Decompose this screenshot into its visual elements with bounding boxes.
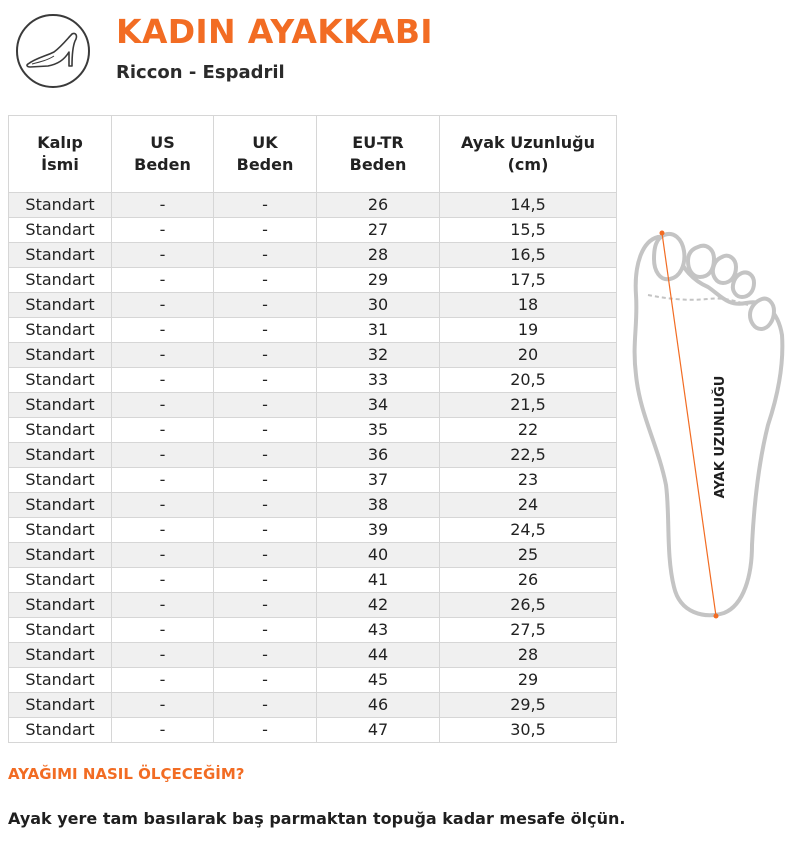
us-size-cell: - xyxy=(112,618,214,643)
uk-size-cell: - xyxy=(214,318,317,343)
mold-name-cell: Standart xyxy=(9,393,112,418)
eu-tr-size-cell: 47 xyxy=(317,718,440,743)
us-size-cell: - xyxy=(112,493,214,518)
size-table xyxy=(8,115,617,743)
uk-size-cell: - xyxy=(214,518,317,543)
foot-length-cell: 17,5 xyxy=(440,268,617,293)
eu-tr-size-cell: 42 xyxy=(317,593,440,618)
mold-name-cell: Standart xyxy=(9,343,112,368)
header-cell: EU-TR Beden xyxy=(317,116,440,193)
foot-length-cell: 24 xyxy=(440,493,617,518)
table-row xyxy=(9,193,617,218)
foot-length-cell: 22,5 xyxy=(440,443,617,468)
product-subtitle: Riccon - Espadril xyxy=(116,62,285,83)
table-row xyxy=(9,318,617,343)
uk-size-cell: - xyxy=(214,243,317,268)
us-size-cell: - xyxy=(112,418,214,443)
foot-length-cell: 27,5 xyxy=(440,618,617,643)
uk-size-cell: - xyxy=(214,618,317,643)
mold-name-cell: Standart xyxy=(9,718,112,743)
table-header-row xyxy=(9,116,617,193)
foot-length-cell: 18 xyxy=(440,293,617,318)
eu-tr-size-cell: 43 xyxy=(317,618,440,643)
table-row xyxy=(9,518,617,543)
foot-length-cell: 24,5 xyxy=(440,518,617,543)
foot-length-cell: 16,5 xyxy=(440,243,617,268)
uk-size-cell: - xyxy=(214,368,317,393)
foot-length-label: AYAK UZUNLUĞU xyxy=(713,375,728,499)
foot-length-cell: 21,5 xyxy=(440,393,617,418)
foot-length-cell: 19 xyxy=(440,318,617,343)
eu-tr-size-cell: 26 xyxy=(317,193,440,218)
size-table-body xyxy=(9,193,617,743)
foot-length-cell: 25 xyxy=(440,543,617,568)
eu-tr-size-cell: 38 xyxy=(317,493,440,518)
mold-name-cell: Standart xyxy=(9,568,112,593)
eu-tr-size-cell: 45 xyxy=(317,668,440,693)
foot-length-cell: 22 xyxy=(440,418,617,443)
uk-size-cell: - xyxy=(214,668,317,693)
table-row xyxy=(9,443,617,468)
eu-tr-size-cell: 41 xyxy=(317,568,440,593)
uk-size-cell: - xyxy=(214,393,317,418)
mold-name-cell: Standart xyxy=(9,618,112,643)
mold-name-cell: Standart xyxy=(9,318,112,343)
foot-length-cell: 23 xyxy=(440,468,617,493)
header-cell: Kalıp İsmi xyxy=(9,116,112,193)
table-row xyxy=(9,493,617,518)
mold-name-cell: Standart xyxy=(9,468,112,493)
eu-tr-size-cell: 37 xyxy=(317,468,440,493)
high-heel-shoe-icon xyxy=(18,16,88,86)
mold-name-cell: Standart xyxy=(9,668,112,693)
us-size-cell: - xyxy=(112,593,214,618)
uk-size-cell: - xyxy=(214,443,317,468)
mold-name-cell: Standart xyxy=(9,493,112,518)
eu-tr-size-cell: 29 xyxy=(317,268,440,293)
us-size-cell: - xyxy=(112,218,214,243)
eu-tr-size-cell: 40 xyxy=(317,543,440,568)
table-row xyxy=(9,468,617,493)
table-row xyxy=(9,368,617,393)
table-row xyxy=(9,668,617,693)
uk-size-cell: - xyxy=(214,343,317,368)
eu-tr-size-cell: 46 xyxy=(317,693,440,718)
table-row xyxy=(9,268,617,293)
us-size-cell: - xyxy=(112,718,214,743)
mold-name-cell: Standart xyxy=(9,443,112,468)
mold-name-cell: Standart xyxy=(9,593,112,618)
mold-name-cell: Standart xyxy=(9,418,112,443)
table-row xyxy=(9,218,617,243)
mold-name-cell: Standart xyxy=(9,693,112,718)
header-cell: US Beden xyxy=(112,116,214,193)
eu-tr-size-cell: 32 xyxy=(317,343,440,368)
eu-tr-size-cell: 34 xyxy=(317,393,440,418)
page-title: KADIN AYAKKABI xyxy=(116,12,433,51)
table-row xyxy=(9,543,617,568)
uk-size-cell: - xyxy=(214,593,317,618)
us-size-cell: - xyxy=(112,268,214,293)
mold-name-cell: Standart xyxy=(9,218,112,243)
us-size-cell: - xyxy=(112,293,214,318)
us-size-cell: - xyxy=(112,343,214,368)
mold-name-cell: Standart xyxy=(9,193,112,218)
measure-instructions: Ayak yere tam basılarak baş parmaktan topuğa kadar mesafe ölçün. xyxy=(8,809,626,828)
us-size-cell: - xyxy=(112,318,214,343)
foot-length-cell: 29,5 xyxy=(440,693,617,718)
uk-size-cell: - xyxy=(214,493,317,518)
foot-length-cell: 30,5 xyxy=(440,718,617,743)
shoe-logo xyxy=(16,14,90,88)
uk-size-cell: - xyxy=(214,418,317,443)
mold-name-cell: Standart xyxy=(9,293,112,318)
uk-size-cell: - xyxy=(214,693,317,718)
eu-tr-size-cell: 44 xyxy=(317,643,440,668)
eu-tr-size-cell: 27 xyxy=(317,218,440,243)
mold-name-cell: Standart xyxy=(9,643,112,668)
table-row xyxy=(9,618,617,643)
uk-size-cell: - xyxy=(214,193,317,218)
table-row xyxy=(9,393,617,418)
table-row xyxy=(9,418,617,443)
uk-size-cell: - xyxy=(214,468,317,493)
us-size-cell: - xyxy=(112,393,214,418)
table-row xyxy=(9,718,617,743)
us-size-cell: - xyxy=(112,543,214,568)
eu-tr-size-cell: 30 xyxy=(317,293,440,318)
eu-tr-size-cell: 28 xyxy=(317,243,440,268)
foot-length-cell: 15,5 xyxy=(440,218,617,243)
us-size-cell: - xyxy=(112,243,214,268)
us-size-cell: - xyxy=(112,693,214,718)
foot-length-cell: 20 xyxy=(440,343,617,368)
mold-name-cell: Standart xyxy=(9,368,112,393)
table-row xyxy=(9,693,617,718)
foot-outline-icon xyxy=(628,225,788,625)
uk-size-cell: - xyxy=(214,543,317,568)
mold-name-cell: Standart xyxy=(9,518,112,543)
us-size-cell: - xyxy=(112,193,214,218)
how-to-measure-heading: AYAĞIMI NASIL ÖLÇECEĞİM? xyxy=(8,765,245,783)
mold-name-cell: Standart xyxy=(9,243,112,268)
us-size-cell: - xyxy=(112,518,214,543)
table-row xyxy=(9,593,617,618)
foot-length-cell: 26 xyxy=(440,568,617,593)
foot-length-cell: 20,5 xyxy=(440,368,617,393)
table-row xyxy=(9,343,617,368)
eu-tr-size-cell: 35 xyxy=(317,418,440,443)
table-row xyxy=(9,643,617,668)
us-size-cell: - xyxy=(112,643,214,668)
eu-tr-size-cell: 36 xyxy=(317,443,440,468)
mold-name-cell: Standart xyxy=(9,268,112,293)
uk-size-cell: - xyxy=(214,218,317,243)
uk-size-cell: - xyxy=(214,568,317,593)
foot-length-cell: 28 xyxy=(440,643,617,668)
uk-size-cell: - xyxy=(214,268,317,293)
uk-size-cell: - xyxy=(214,718,317,743)
mold-name-cell: Standart xyxy=(9,543,112,568)
foot-length-cell: 26,5 xyxy=(440,593,617,618)
us-size-cell: - xyxy=(112,368,214,393)
eu-tr-size-cell: 31 xyxy=(317,318,440,343)
uk-size-cell: - xyxy=(214,293,317,318)
header-cell: Ayak Uzunluğu (cm) xyxy=(440,116,617,193)
us-size-cell: - xyxy=(112,668,214,693)
table-row xyxy=(9,293,617,318)
eu-tr-size-cell: 39 xyxy=(317,518,440,543)
uk-size-cell: - xyxy=(214,643,317,668)
table-row xyxy=(9,568,617,593)
table-row xyxy=(9,243,617,268)
us-size-cell: - xyxy=(112,468,214,493)
us-size-cell: - xyxy=(112,568,214,593)
header-cell: UK Beden xyxy=(214,116,317,193)
us-size-cell: - xyxy=(112,443,214,468)
eu-tr-size-cell: 33 xyxy=(317,368,440,393)
foot-diagram xyxy=(628,225,788,629)
foot-length-cell: 14,5 xyxy=(440,193,617,218)
foot-length-cell: 29 xyxy=(440,668,617,693)
